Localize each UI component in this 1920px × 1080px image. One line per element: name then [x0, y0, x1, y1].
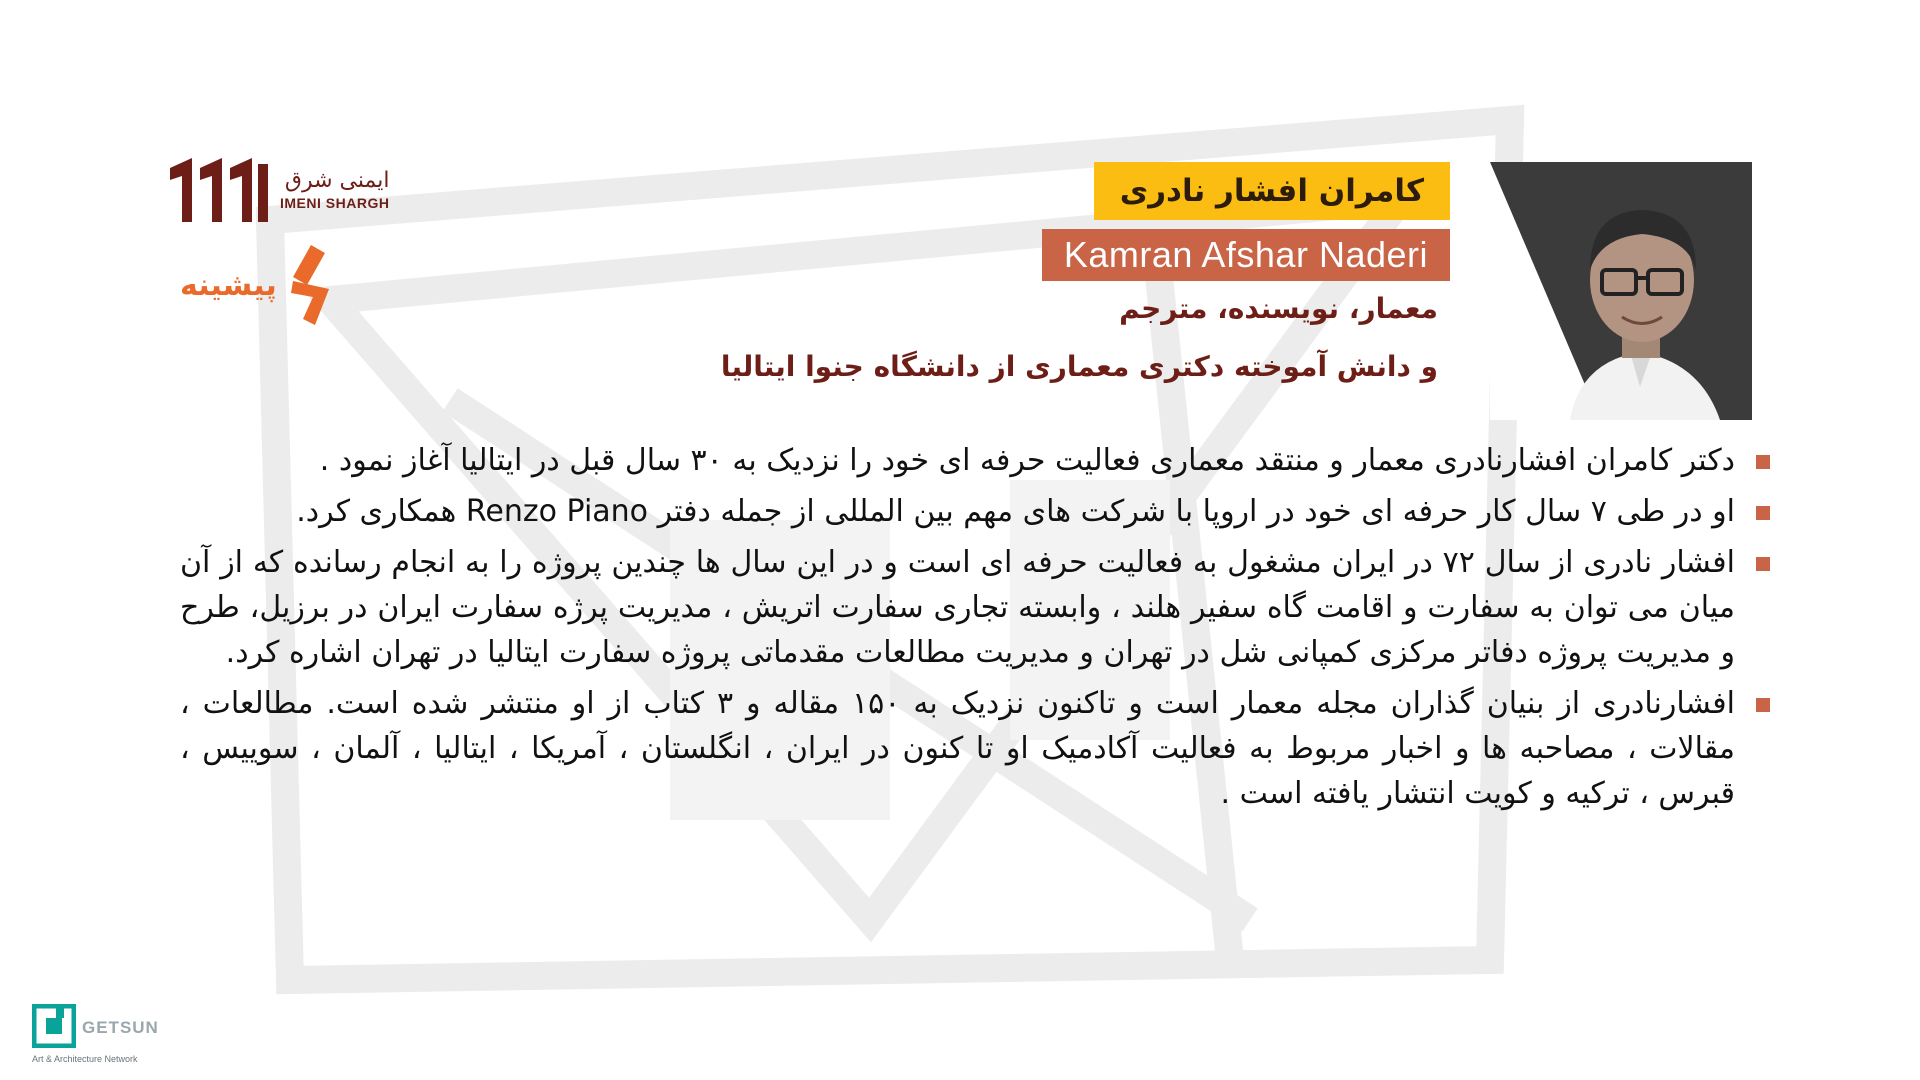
- portrait-photo: [1490, 162, 1752, 420]
- bullet-square-icon: [1756, 698, 1770, 712]
- bio-item: [180, 489, 1770, 534]
- profile-role: معمار، نویسنده، مترجم: [1119, 292, 1438, 325]
- getsun-logo-icon: [32, 1004, 76, 1048]
- pishine-logo: [180, 245, 360, 325]
- bullet-square-icon: [1756, 455, 1770, 469]
- pishine-logo-text: پیشینه: [180, 267, 277, 303]
- imeni-shargh-logo: [170, 158, 430, 222]
- bio-item-text: افشارنادری از بنیان گذاران مجله معمار است و تاکنون نزدیک به ۱۵۰ مقاله و ۳ کتاب از او منتشر شده است. مطالعات ، مقالات ، مصاحبه ها و اخبار مربوط به فعالیت آکادمیک او تا کنون در ایران ، انگلستان ، آمریکا ، ایتالیا ، آلمان ، سوییس ، قبرس ، ترکیه و کویت انتشار یافته است .: [180, 686, 1735, 811]
- biography: [180, 438, 1770, 822]
- name-english-label: Kamran Afshar Naderi: [1042, 229, 1450, 281]
- bio-item-text: دکتر کامران افشارنادری معمار و منتقد معماری فعالیت حرفه ای خود را نزدیک به ۳۰ سال قبل در ایتالیا آغاز نمود .: [319, 443, 1735, 478]
- getsun-logo: [32, 1004, 192, 1070]
- bullet-square-icon: [1756, 557, 1770, 571]
- pishine-logo-icon: [285, 245, 333, 325]
- imeni-shargh-logo-en: IMENI SHARGH: [280, 195, 390, 211]
- bio-item: [180, 681, 1770, 816]
- imeni-shargh-logo-icon: [170, 158, 270, 222]
- name-persian-label: کامران افشار نادری: [1094, 162, 1450, 220]
- imeni-shargh-logo-fa: ایمنی شرق: [284, 168, 390, 193]
- getsun-logo-name: GETSUN: [82, 1018, 159, 1037]
- bio-item: [180, 438, 1770, 483]
- profile-degree: و دانش آموخته دکتری معماری از دانشگاه جنوا ایتالیا: [720, 350, 1438, 383]
- getsun-logo-subtitle: Art & Architecture Network: [32, 1054, 138, 1064]
- bio-item-text: افشار نادری از سال ۷۲ در ایران مشغول به فعالیت حرفه ای است و در این سال ها چندین پروژه را به انجام رسانده که از آن میان می توان به سفارت و اقامت گاه سفیر هلند ، وابسته تجاری سفارت اتریش ، مدیریت پرژه سفارت ایران در برزیل، طرح و مدیریت پروژه دفاتر مرکزی کمپانی شل در تهران و مدیریت مطالعات مقدماتی پروژه سفارت ایتالیا در تهران اشاره کرد.: [180, 545, 1735, 670]
- bio-item-text: او در طی ۷ سال کار حرفه ای خود در اروپا با شرکت های مهم بین المللی از جمله دفتر Renzo Piano همکاری کرد.: [296, 494, 1735, 529]
- bullet-square-icon: [1756, 506, 1770, 520]
- bio-item: [180, 540, 1770, 675]
